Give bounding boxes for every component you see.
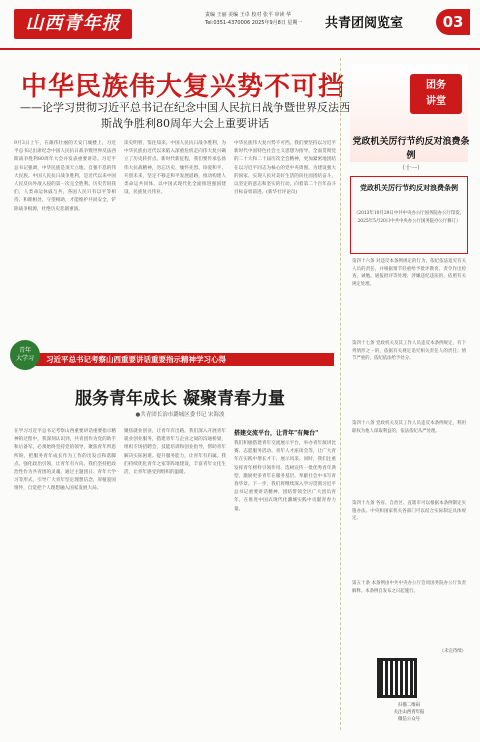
qr-caption: 扫描二维码 关注山西青年报 微信公众号 — [393, 703, 425, 722]
sidebar-article-48: 第四十八条 党政机关及其工作人员违反本条例规定，利用职权为他人谋取利益的，依法依纪从严处理。 — [352, 421, 466, 434]
page-number: 03 — [436, 9, 470, 35]
sidebar-article-49: 第四十九条 各省、自治区、直辖市可以根据本条例制定实施办法。中央和国家机关各部门可以结合实际制定具体规定。 — [352, 501, 466, 522]
sidebar-article-47: 第四十七条 党政机关及其工作人员违反本条例规定，有下列情形之一的，依据有关规定追究相关责任人的责任；情节严重的，依纪依法给予处分。 — [352, 341, 466, 362]
feature-byline: ●共青团长治市潞城区委书记 宋海波 — [135, 412, 225, 418]
newspaper-logo: 山西青年报 — [14, 9, 132, 39]
main-headline: 中华民族伟大复兴势不可挡 — [20, 72, 345, 102]
to-be-continued: （未完待续） — [439, 649, 466, 654]
header-info — [205, 11, 315, 27]
ribbon-badge: 青年 大学习 — [10, 340, 40, 370]
ribbon-label: 习近平总书记考察山西重要讲话重要指示精神学习心得 — [46, 355, 226, 364]
sidebar-article-46: 第四十六条 对违反本条例规定的行为，依纪依法追究有关人员的责任，并根据情节轻重给予批评教育、责令作出检查、诫勉、通报批评等处理；涉嫌违纪违法的，依照有关规定处理。 — [352, 259, 466, 287]
sidebar-box-meta: （2013年10月29日中共中央办公厅国务院办公厅印发，2025年5月20日中共中央办公厅国务院办公厅修订） — [353, 211, 465, 224]
sidebar-badge: 团务 讲堂 — [410, 74, 462, 114]
feature-column-3: 我们积极搭建青年交流展示平台，举办青年演讲比赛、志愿服务活动、青年人才座谈会等，让广大青年在实践中增长才干、展示风采。同时，我们注重发挥青年榜样引领作用，选树宣传一批优秀青年典型，激励更多青年在服务基层、奉献社会中书写青春华章。下一步，我们将继续深入学习贯彻习近平总书记重要讲话精神，团结带领全区广大团员青年，在推进中国式现代化潞城实践中贡献青春力量。 — [234, 441, 336, 512]
article-column-1: 9月3日上午，在雄伟壮丽的天安门城楼上，习近平总书记出席纪念中国人民抗日战争暨世界反法西斯战争胜利80周年大会并发表重要讲话。习近平总书记强调，中华民族是顶天立地、自强不息的伟大民族。中国人民抗日战争胜利，是近代以来中国人民反抗外敌入侵的第一次完全胜利。历史告诉我们，人类命运休戚与共，各国人民只有以平等相待、和睦相处、守望相助，才能维护共同安全，铲除战争根源，杜绝历史悲剧重演。 — [14, 141, 116, 212]
feature-column-1: 在学习习近平总书记考察山西重要讲话重要指示精神的过程中，我深刻认识到，共青团作为党的助手和后备军，必须始终坚持党的领导，聚焦青年所思所盼，把服务青年成长作为工作的出发点和落脚点。强化政治引领，让青年有方向。我们坚持把政治性作为共青团的灵魂，通过主题团日、青年大学习等形式，引导广大青年坚定理想信念，厚植爱国情怀，自觉把个人理想融入国家发展大局。 — [14, 429, 116, 492]
feature-column-2: 聚焦就业创业，让青年有出路。我们深入开展青年就业创业服务，搭建青年与企业之间的沟通桥梁，组织专场招聘会、技能培训和创业指导，帮助青年解决实际困难。提升服务能力，让青年有归属。我们持续优化青年之家等阵地建设，丰富青年文化生活，让青年感受到组织的温暖。 — [124, 429, 226, 476]
feature-subheading: 搭建交流平台，让青年"有舞台" — [234, 430, 319, 437]
article-column-2: 读史明智，鉴往知来。中国人民抗日战争胜利，为中华民族由近代以来陷入深重危机走向伟大复兴确立了历史转折点。新时代新征程，我们要传承弘扬伟大抗战精神，勿忘历史、缅怀先烈、珍爱和平、开创未来，坚定不移走和平发展道路，推动构建人类命运共同体，以中国式现代化全面推进强国建设、民族复兴伟业。 — [124, 141, 226, 196]
sidebar-number: （十一） — [398, 165, 423, 172]
sidebar-article-50: 第五十条 本条例由中共中央办公厅会同国务院办公厅负责解释。本条例自发布之日起施行。 — [352, 581, 466, 594]
tel-date-line: Tel:0351-4370006 2025年9月8日 星期一 — [205, 20, 303, 26]
article-column-3: 中华民族伟大复兴势不可挡。我们要坚持以习近平新时代中国特色社会主义思想为指导，全面贯彻党的二十大和二十届历次全会精神，更加紧密地团结在以习近平同志为核心的党中央周围，为建设强大的国家、实现人民对美好生活的向往而团结奋斗，以坚定的意志和坚实的行动，向着第二个百年奋斗目标奋勇前进。(新华社评论员) — [234, 141, 336, 196]
section-name: 共青团阅览室 — [325, 16, 404, 31]
editors-line: 责编 王丽 美编 王卓 校对 张平 审读 华 — [205, 12, 292, 18]
sidebar-title: 党政机关厉行节约反对浪费条例 — [352, 137, 470, 161]
qr-code-icon[interactable] — [377, 658, 417, 698]
sidebar-box-title: 党政机关厉行节约反对浪费条例 — [360, 183, 458, 192]
feature-title: 服务青年成长 凝聚青春力量 — [75, 389, 285, 409]
main-subhead: ——论学习贯彻习近平总书记在纪念中国人民抗日战争暨世界反法西斯战争胜利80周年大会上重要讲话 — [20, 101, 350, 130]
